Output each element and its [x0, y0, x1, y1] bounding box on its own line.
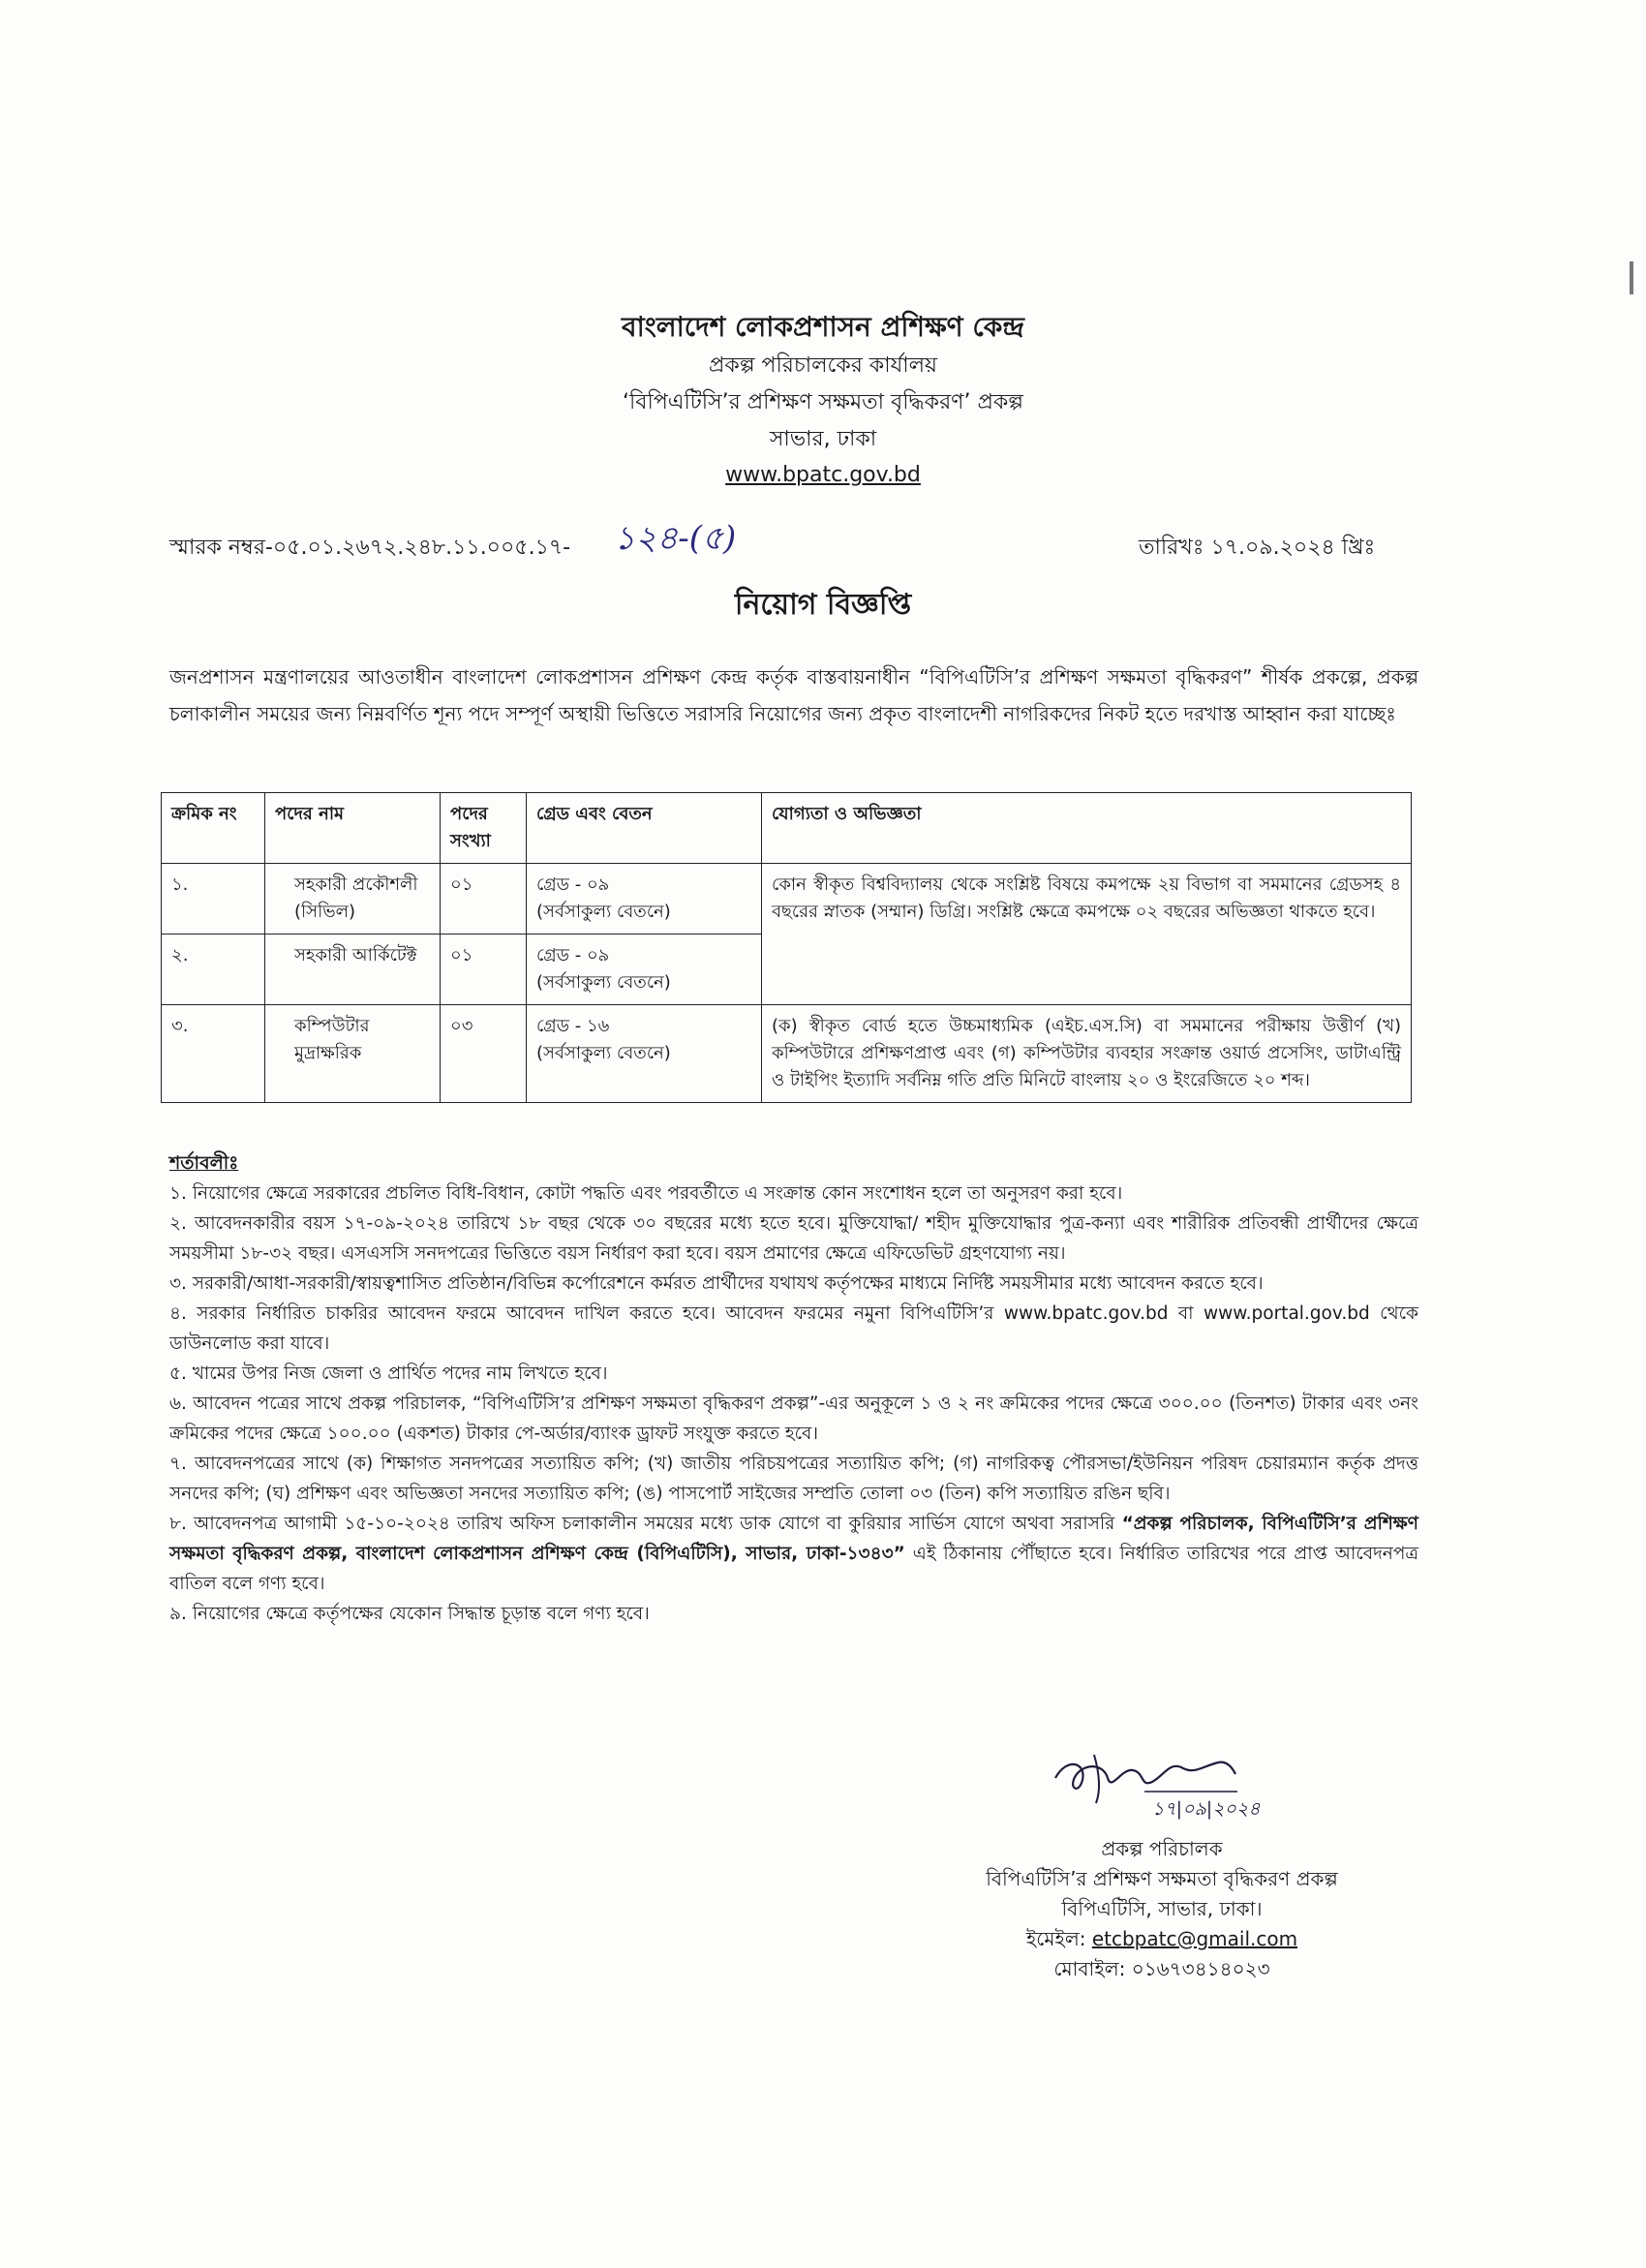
- row-count: ০১: [441, 935, 527, 1005]
- signatory-mobile: মোবাইল: ০১৬৭৩৪১৪০২৩: [1053, 1957, 1270, 1980]
- signatory-project: বিপিএটিসি’র প্রশিক্ষণ সক্ষমতা বৃদ্ধিকরণ প্রকল্প: [986, 1867, 1338, 1890]
- table-row: [162, 864, 1412, 935]
- condition-item: ৭. আবেদনপত্রের সাথে (ক) শিক্ষাগত সনদপত্রের সত্যায়িত কপি; (খ) জাতীয় পরিচয়পত্রের সত্যায়িত কপি; (গ) নাগরিকত্ব পৌরসভা/ইউনিয়ন পরিষদ চেয়ারম্যান কর্তৃক প্রদত্ত সনদের কপি; (ঘ) প্রশিক্ষণ এবং অভিজ্ঞতা সনদের সত্যায়িত কপি; (ঙ) পাসপোর্ট সাইজের সম্প্রতি তোলা ০৩ (তিন) কপি সত্যায়িত রঙিন ছবি।: [169, 1454, 1418, 1504]
- row-serial: ২.: [162, 935, 265, 1005]
- organization-name: বাংলাদেশ লোকপ্রশাসন প্রশিক্ষণ কেন্দ্র: [622, 311, 1024, 343]
- intro-paragraph: জনপ্রশাসন মন্ত্রণালয়ের আওতাধীন বাংলাদেশ লোকপ্রশাসন প্রশিক্ষণ কেন্দ্র কর্তৃক বাস্তবায়নাধীন “বিপিএটিসি’র প্রশিক্ষণ সক্ষমতা বৃদ্ধিকরণ” শীর্ষক প্রকল্পে, প্রকল্প চলাকালীন সময়ের জন্য নিম্নবর্ণিত শূন্য পদে সম্পূর্ণ অস্থায়ী ভিত্তিতে সরাসরি নিয়োগের জন্য প্রকৃত বাংলাদেশী নাগরিকদের নিকট হতে দরখাস্ত আহ্বান করা যাচ্ছেঃ: [169, 665, 1418, 725]
- qualification-cell: কোন স্বীকৃত বিশ্ববিদ্যালয় থেকে সংশ্লিষ্ট বিষয়ে কমপক্ষে ২য় বিভাগ বা সমমানের গ্রেডসহ ৪ বছরের স্নাতক (সম্মান) ডিগ্রি। সংশ্লিষ্ট ক্ষেত্রে কমপক্ষে ০২ বছরের অভিজ্ঞতা থাকতে হবে।: [762, 864, 1412, 1005]
- grade-text: গ্রেড - ০৯: [536, 874, 610, 895]
- row-post: সহকারী আর্কিটেক্ট: [265, 935, 441, 1005]
- office-name: প্রকল্প পরিচালকের কার্যালয়: [709, 353, 937, 378]
- memo-handwritten-number: ১২৪-(৫): [614, 519, 737, 558]
- email-link[interactable]: etcbpatc@gmail.com: [1091, 1927, 1298, 1950]
- condition-8-text: ৮. আবেদনপত্র আগামী ১৫-১০-২০২৪ তারিখ অফিস চলাকালীন সময়ের মধ্যে ডাক যোগে বা কুরিয়ার সার্ভিস যোগে অথবা সরাসরি: [169, 1514, 1122, 1534]
- condition-item: ৫. খামের উপর নিজ জেলা ও প্রার্থিত পদের নাম লিখতে হবে।: [169, 1364, 608, 1384]
- scan-edge-mark: [1630, 261, 1633, 294]
- row-serial: ৩.: [162, 1005, 265, 1103]
- grade-text: গ্রেড - ১৬: [536, 1016, 610, 1036]
- signatory-designation: প্রকল্প পরিচালক: [1101, 1837, 1223, 1860]
- table-row: [162, 1005, 1412, 1103]
- project-name: ‘বিপিএটিসি’র প্রশিক্ষণ সক্ষমতা বৃদ্ধিকরণ’ প্রকল্প: [623, 390, 1023, 414]
- row-count: ০১: [441, 864, 527, 935]
- pay-text: (সর্বসাকুল্য বেতনে): [536, 902, 671, 922]
- memo-number: স্মারক নম্বর-০৫.০১.২৬৭২.২৪৮.১১.০০৫.১৭-: [169, 536, 571, 560]
- row-post: সহকারী প্রকৌশলী (সিভিল): [265, 864, 441, 935]
- row-count: ০৩: [441, 1005, 527, 1103]
- condition-item: ৩. সরকারী/আধা-সরকারী/স্বায়ত্বশাসিত প্রতিষ্ঠান/বিভিন্ন কর্পোরেশনে কর্মরত প্রার্থীদের যথাযথ কর্তৃপক্ষের মাধ্যমে নির্দিষ্ট সময়সীমার মধ্যে আবেদন করতে হবে।: [169, 1273, 1264, 1294]
- header-post: পদের নাম: [265, 793, 441, 864]
- row-post: কম্পিউটার মুদ্রাক্ষরিক: [265, 1005, 441, 1103]
- signature-date: ১৭|০৯|২০২৪: [1152, 1798, 1261, 1820]
- condition-item: ২. আবেদনকারীর বয়স ১৭-০৯-২০২৪ তারিখে ১৮ বছর থেকে ৩০ বছরের মধ্যে হতে হবে। মুক্তিযোদ্ধা/ শহীদ মুক্তিযোদ্ধার পুত্র-কন্যা এবং শারীরিক প্রতিবন্ধী প্রার্থীদের ক্ষেত্রে সময়সীমা ১৮-৩২ বছর। এসএসসি সনদপত্রের ভিত্তিতে বয়স নির্ধারণ করা হবে। বয়স প্রমাণের ক্ষেত্রে এফিডেভিট গ্রহণযোগ্য নয়।: [169, 1213, 1418, 1264]
- location: সাভার, ঢাকা: [769, 427, 877, 451]
- notice-title: নিয়োগ বিজ্ঞপ্তি: [734, 588, 912, 622]
- email-label: ইমেইল:: [1025, 1927, 1092, 1950]
- pay-text: (সর্বসাকুল্য বেতনে): [536, 1043, 671, 1063]
- row-grade: [527, 935, 762, 1005]
- table-header-row: [162, 793, 1412, 864]
- condition-item: ৬. আবেদন পত্রের সাথে প্রকল্প পরিচালক, “বিপিএটিসি’র প্রশিক্ষণ সক্ষমতা বৃদ্ধিকরণ প্রকল্প”-এর অনুকূলে ১ ও ২ নং ক্রমিকের পদের ক্ষেত্রে ৩০০.০০ (তিনশত) টাকার এবং ৩নং ক্রমিকের পদের ক্ষেত্রে ১০০.০০ (একশত) টাকার পে-অর্ডার/ব্যাংক ড্রাফট সংযুক্ত করতে হবে।: [169, 1394, 1418, 1444]
- header-count: পদের সংখ্যা: [441, 793, 527, 864]
- condition-item: ৪. সরকার নির্ধারিত চাকরির আবেদন ফরমে আবেদন দাখিল করতে হবে। আবেদন ফরমের নমুনা বিপিএটিসি’র www.bpatc.gov.bd বা www.portal.gov.bd থেকে ডাউনলোড করা যাবে।: [169, 1303, 1418, 1354]
- condition-item: ১. নিয়োগের ক্ষেত্রে সরকারের প্রচলিত বিধি-বিধান, কোটা পদ্ধতি এবং পরবর্তীতে এ সংক্রান্ত কোন সংশোধন হলে তা অনুসরণ করা হবে।: [169, 1183, 1123, 1204]
- header-qualification: যোগ্যতা ও অভিজ্ঞতা: [762, 793, 1412, 864]
- row-grade: [527, 1005, 762, 1103]
- signatory-address: বিপিএটিসি, সাভার, ঢাকা।: [1061, 1897, 1263, 1920]
- grade-text: গ্রেড - ০৯: [536, 945, 610, 965]
- vacancy-table: [161, 792, 1412, 1103]
- condition-8-address: “প্রকল্প পরিচালক, বিপিএটিসি’র প্রশিক্ষণ সক্ষমতা বৃদ্ধিকরণ প্রকল্প, বাংলাদেশ লোকপ্রশাসন প্রশিক্ষণ কেন্দ্র (বিপিএটিসি), সাভার, ঢাকা-১৩৪৩”: [169, 1514, 1418, 1564]
- header-grade: গ্রেড এবং বেতন: [527, 793, 762, 864]
- row-serial: ১.: [162, 864, 265, 935]
- signatory-email-line: [949, 1924, 1375, 1954]
- qualification-cell: (ক) স্বীকৃত বোর্ড হতে উচ্চমাধ্যমিক (এইচ.এস.সি) বা সমমানের পরীক্ষায় উত্তীর্ণ (খ) কম্পিউটারে প্রশিক্ষণপ্রাপ্ত এবং (গ) কম্পিউটার ব্যবহার সংক্রান্ত ওয়ার্ড প্রসেসিং, ডাটাএন্ট্রি ও টাইপিং ইত্যাদি সর্বনিম্ন গতি প্রতি মিনিটে বাংলায় ২০ ও ইংরেজিতে ২০ শব্দ।: [762, 1005, 1412, 1103]
- signature-block: [949, 1834, 1375, 1984]
- pay-text: (সর্বসাকুল্য বেতনে): [536, 972, 671, 993]
- handwritten-signature: [1048, 1749, 1261, 1838]
- condition-item-8: [169, 1509, 1418, 1599]
- row-grade: [527, 864, 762, 935]
- conditions-section: [169, 1149, 1418, 1629]
- conditions-heading: শর্তাবলীঃ: [169, 1152, 239, 1174]
- header-serial: ক্রমিক নং: [162, 793, 265, 864]
- condition-item: ৯. নিয়োগের ক্ষেত্রে কর্তৃপক্ষের যেকোন সিদ্ধান্ত চূড়ান্ত বলে গণ্য হবে।: [169, 1604, 650, 1624]
- website-link[interactable]: www.bpatc.gov.bd: [725, 463, 921, 487]
- condition-8-text-end: এই ঠিকানায় পৌঁছাতে হবে। নির্ধারিত তারিখের পরে প্রাপ্ত আবেদনপত্র বাতিল বলে গণ্য হবে।: [169, 1544, 1418, 1594]
- memo-date: তারিখঃ ১৭.০৯.২০২৪ খ্রিঃ: [1139, 536, 1376, 560]
